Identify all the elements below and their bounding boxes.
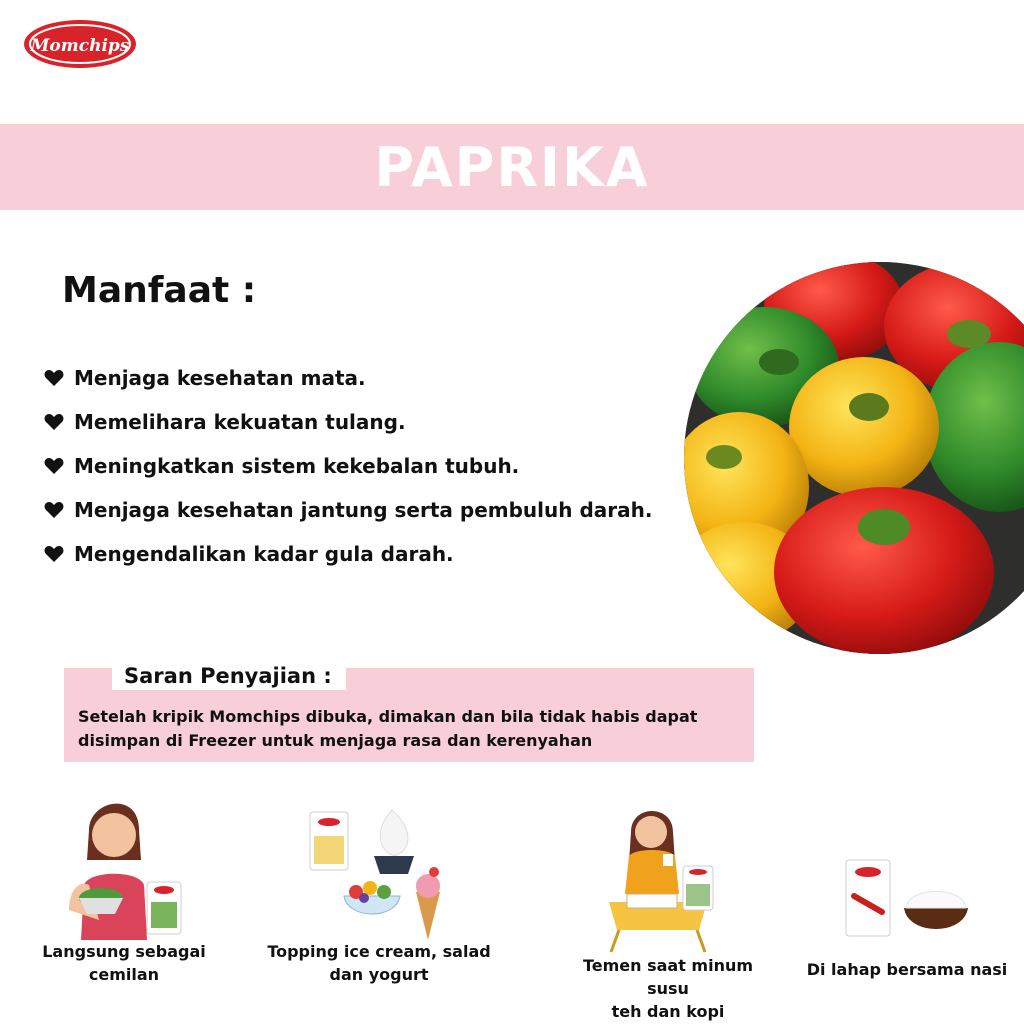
serving-card-topping	[262, 800, 496, 986]
benefit-text: Menjaga kesehatan jantung serta pembuluh darah.	[74, 498, 653, 522]
serving-tips-line: Setelah kripik Momchips dibuka, dimakan dan bila tidak habis dapat	[78, 707, 698, 726]
woman-eating-illustration	[59, 790, 189, 940]
serving-caption	[34, 940, 214, 986]
heart-icon	[44, 457, 64, 475]
momchips-logo	[22, 18, 138, 70]
benefit-text: Menjaga kesehatan mata.	[74, 366, 366, 390]
serving-caption-line: Topping ice cream, salad	[267, 942, 491, 961]
benefit-text: Memelihara kekuatan tulang.	[74, 410, 406, 434]
serving-caption-line: dan yogurt	[329, 965, 429, 984]
benefit-item	[44, 356, 652, 400]
manfaat-heading: Manfaat :	[62, 270, 257, 311]
benefit-item	[44, 444, 652, 488]
benefit-text: Mengendalikan kadar gula darah.	[74, 542, 454, 566]
benefit-text: Meningkatkan sistem kekebalan tubuh.	[74, 454, 520, 478]
heart-icon	[44, 413, 64, 431]
serving-card-snack	[34, 790, 214, 986]
serving-caption-line: cemilan	[88, 965, 160, 984]
serving-caption	[560, 954, 776, 1023]
heart-icon	[44, 545, 64, 563]
serving-caption-line: Langsung sebagai	[42, 942, 206, 961]
serving-card-drink	[560, 802, 776, 1023]
benefit-item	[44, 488, 652, 532]
logo-text: Momchips	[30, 36, 130, 56]
page-title: PAPRIKA	[374, 135, 650, 199]
heart-icon	[44, 369, 64, 387]
benefit-item	[44, 400, 652, 444]
serving-card-rice	[802, 856, 1012, 981]
serving-tips-line: disimpan di Freezer untuk menjaga rasa dan kerenyahan	[78, 731, 593, 750]
ice-cream-salad-illustration	[304, 800, 454, 940]
woman-reading-illustration	[603, 802, 733, 954]
bell-pepper-photo	[684, 262, 1024, 654]
serving-tips-heading: Saran Penyajian :	[112, 662, 346, 690]
serving-caption	[802, 958, 1012, 981]
benefit-list	[44, 356, 652, 576]
serving-caption-line: teh dan kopi	[611, 1002, 725, 1021]
title-band	[0, 124, 1024, 210]
serving-tips-text	[78, 705, 748, 753]
serving-caption-line: Temen saat minum susu	[582, 956, 754, 998]
heart-icon	[44, 501, 64, 519]
serving-caption	[262, 940, 496, 986]
rice-bowl-illustration	[842, 856, 972, 940]
benefit-item	[44, 532, 652, 576]
serving-caption-line: Di lahap bersama nasi	[806, 960, 1008, 979]
